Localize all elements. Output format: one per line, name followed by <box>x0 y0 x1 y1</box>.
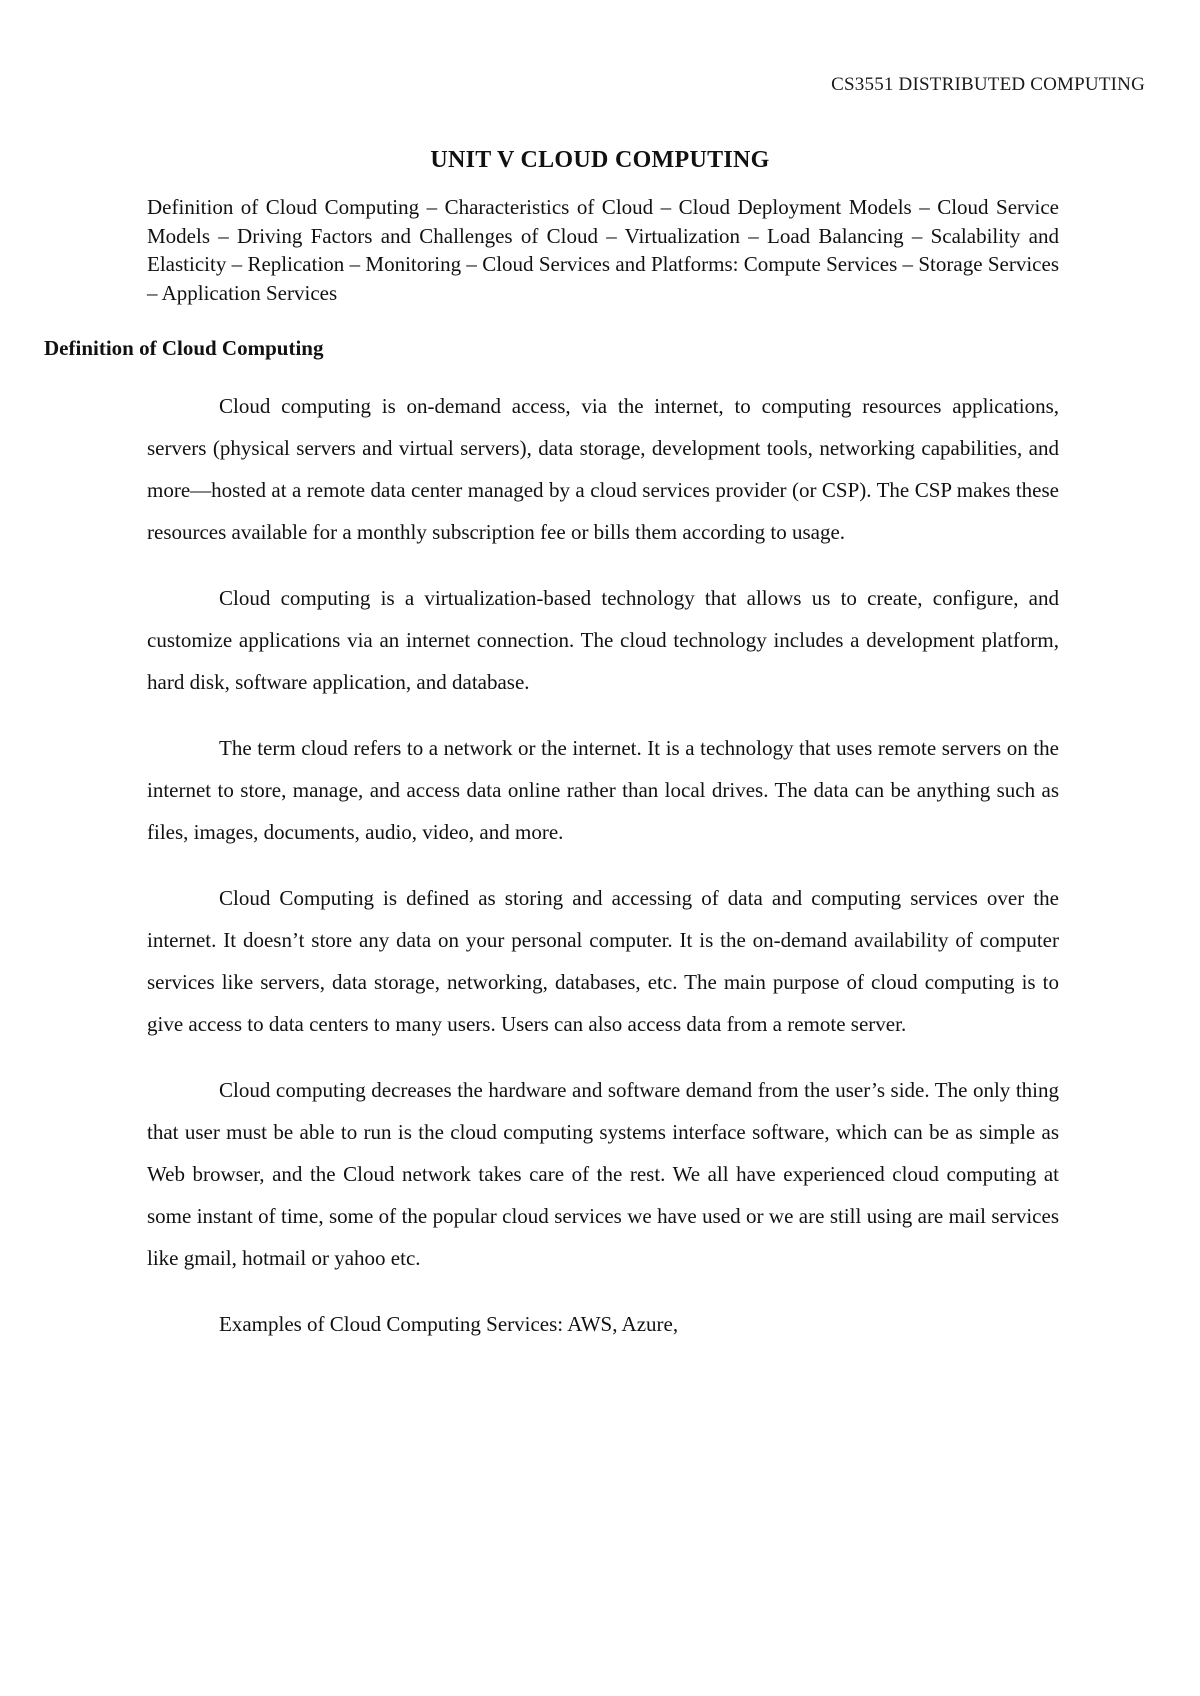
paragraph-virtualization: Cloud computing is a virtualization-based technology that allows us to create, configure, and customize applications via an internet connection. The cloud technology includes a development platform, hard disk, software application, and database. <box>147 586 1059 694</box>
unit-title: UNIT V CLOUD COMPUTING <box>430 147 770 173</box>
paragraph-hardware-demand: Cloud computing decreases the hardware and software demand from the user’s side. The only thing that user must be able to run is the cloud computing systems interface software, which can be as simple as Web browser, and the Cloud network takes care of the rest. We all have experienced cloud computing at some instant of time, some of the popular cloud services we have used or we are still using are mail services like gmail, hotmail or yahoo etc. <box>147 1078 1059 1270</box>
paragraph-term-cloud: The term cloud refers to a network or the internet. It is a technology that uses remote servers on the internet to store, manage, and access data online rather than local drives. The data can be anything such as files, images, documents, audio, video, and more. <box>147 736 1059 844</box>
running-header: CS3551 DISTRIBUTED COMPUTING <box>831 74 1145 95</box>
unit-syllabus: Definition of Cloud Computing – Characteristics of Cloud – Cloud Deployment Models – Cloud Service Models – Driving Factors and Challenges of Cloud – Virtualization – Load Balancing – Scalability and Elasticity – Replication – Monitoring – Cloud Services and Platforms: Compute Services – Storage Services – Application Services <box>147 195 1059 305</box>
paragraph-storing-accessing: Cloud Computing is defined as storing and accessing of data and computing services over the internet. It doesn’t store any data on your personal computer. It is the on-demand availability of computer services like servers, data storage, networking, databases, etc. The main purpose of cloud computing is to give access to data centers to many users. Users can also access data from a remote server. <box>147 886 1059 1036</box>
paragraph-examples: Examples of Cloud Computing Services: AWS, Azure, <box>219 1312 679 1336</box>
paragraph-definition: Cloud computing is on-demand access, via the internet, to computing resources applications, servers (physical servers and virtual servers), data storage, development tools, networking capabilities, and more—hosted at a remote data center managed by a cloud services provider (or CSP). The CSP makes these resources available for a monthly subscription fee or bills them according to usage. <box>147 394 1059 544</box>
section-body <box>147 385 1059 1369</box>
section-heading: Definition of Cloud Computing <box>44 336 324 360</box>
